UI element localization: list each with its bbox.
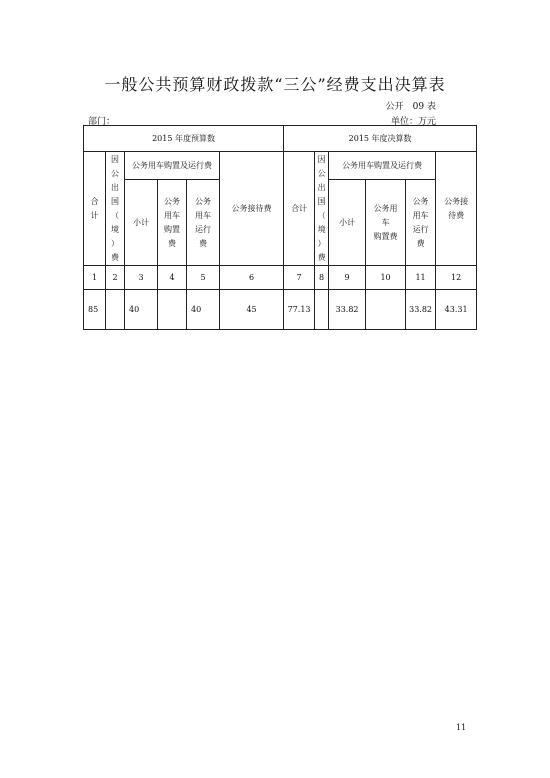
final-vehicle-purchase-header: 公务用 车 购置费 xyxy=(366,180,406,266)
table-cell: 33.82 xyxy=(406,290,436,330)
table-cell: 40 xyxy=(125,290,158,330)
column-number: 7 xyxy=(284,266,315,290)
table-cell xyxy=(366,290,406,330)
table-cell: 85 xyxy=(84,290,106,330)
table-row xyxy=(84,290,477,330)
table-cell: 43.31 xyxy=(436,290,477,330)
budget-total-header: 合 计 xyxy=(84,152,106,266)
budget-group-header: 2015 年度预算数 xyxy=(84,126,284,152)
page-number: 11 xyxy=(456,723,467,732)
column-number: 12 xyxy=(436,266,477,290)
column-number: 5 xyxy=(187,266,220,290)
final-reception-header: 公务接 待费 xyxy=(436,152,477,266)
final-abroad-header: 因 公 出 国 （ 境 ） 费 xyxy=(315,152,329,266)
page-title: 一般公共预算财政拨款“三公”经费支出决算表 xyxy=(104,75,446,94)
column-number: 8 xyxy=(315,266,329,290)
final-total-header: 合计 xyxy=(284,152,315,266)
table-cell xyxy=(106,290,125,330)
budget-vehicle-purchase-header: 公务 用车 购置 费 xyxy=(158,180,187,266)
table-cell: 40 xyxy=(187,290,220,330)
expense-table xyxy=(83,125,477,330)
final-vehicle-group-header: 公务用车购置及运行费 xyxy=(329,152,436,180)
column-number: 3 xyxy=(125,266,158,290)
table-cell: 45 xyxy=(220,290,284,330)
column-number: 10 xyxy=(366,266,406,290)
table-cell xyxy=(158,290,187,330)
column-number: 6 xyxy=(220,266,284,290)
final-subtotal-header: 小计 xyxy=(329,180,366,266)
column-number: 4 xyxy=(158,266,187,290)
table-cell: 33.82 xyxy=(329,290,366,330)
column-number: 2 xyxy=(106,266,125,290)
final-group-header: 2015 年度决算数 xyxy=(284,126,477,152)
budget-reception-header: 公务接待费 xyxy=(220,152,284,266)
final-vehicle-running-header: 公务 用车 运行 费 xyxy=(406,180,436,266)
column-number: 1 xyxy=(84,266,106,290)
table-cell: 77.13 xyxy=(284,290,315,330)
table-cell xyxy=(315,290,329,330)
budget-vehicle-running-header: 公务 用车 运行 费 xyxy=(187,180,220,266)
column-number: 9 xyxy=(329,266,366,290)
budget-vehicle-group-header: 公务用车购置及运行费 xyxy=(125,152,220,180)
budget-subtotal-header: 小计 xyxy=(125,180,158,266)
column-number: 11 xyxy=(406,266,436,290)
unit-label: 单位：万元 xyxy=(390,117,436,127)
column-number-row xyxy=(84,266,477,290)
document-number: 公开 09 表 xyxy=(385,102,436,112)
department-label: 部门： xyxy=(88,117,116,127)
budget-abroad-header: 因 公 出 国 （ 境 ） 费 xyxy=(106,152,125,266)
